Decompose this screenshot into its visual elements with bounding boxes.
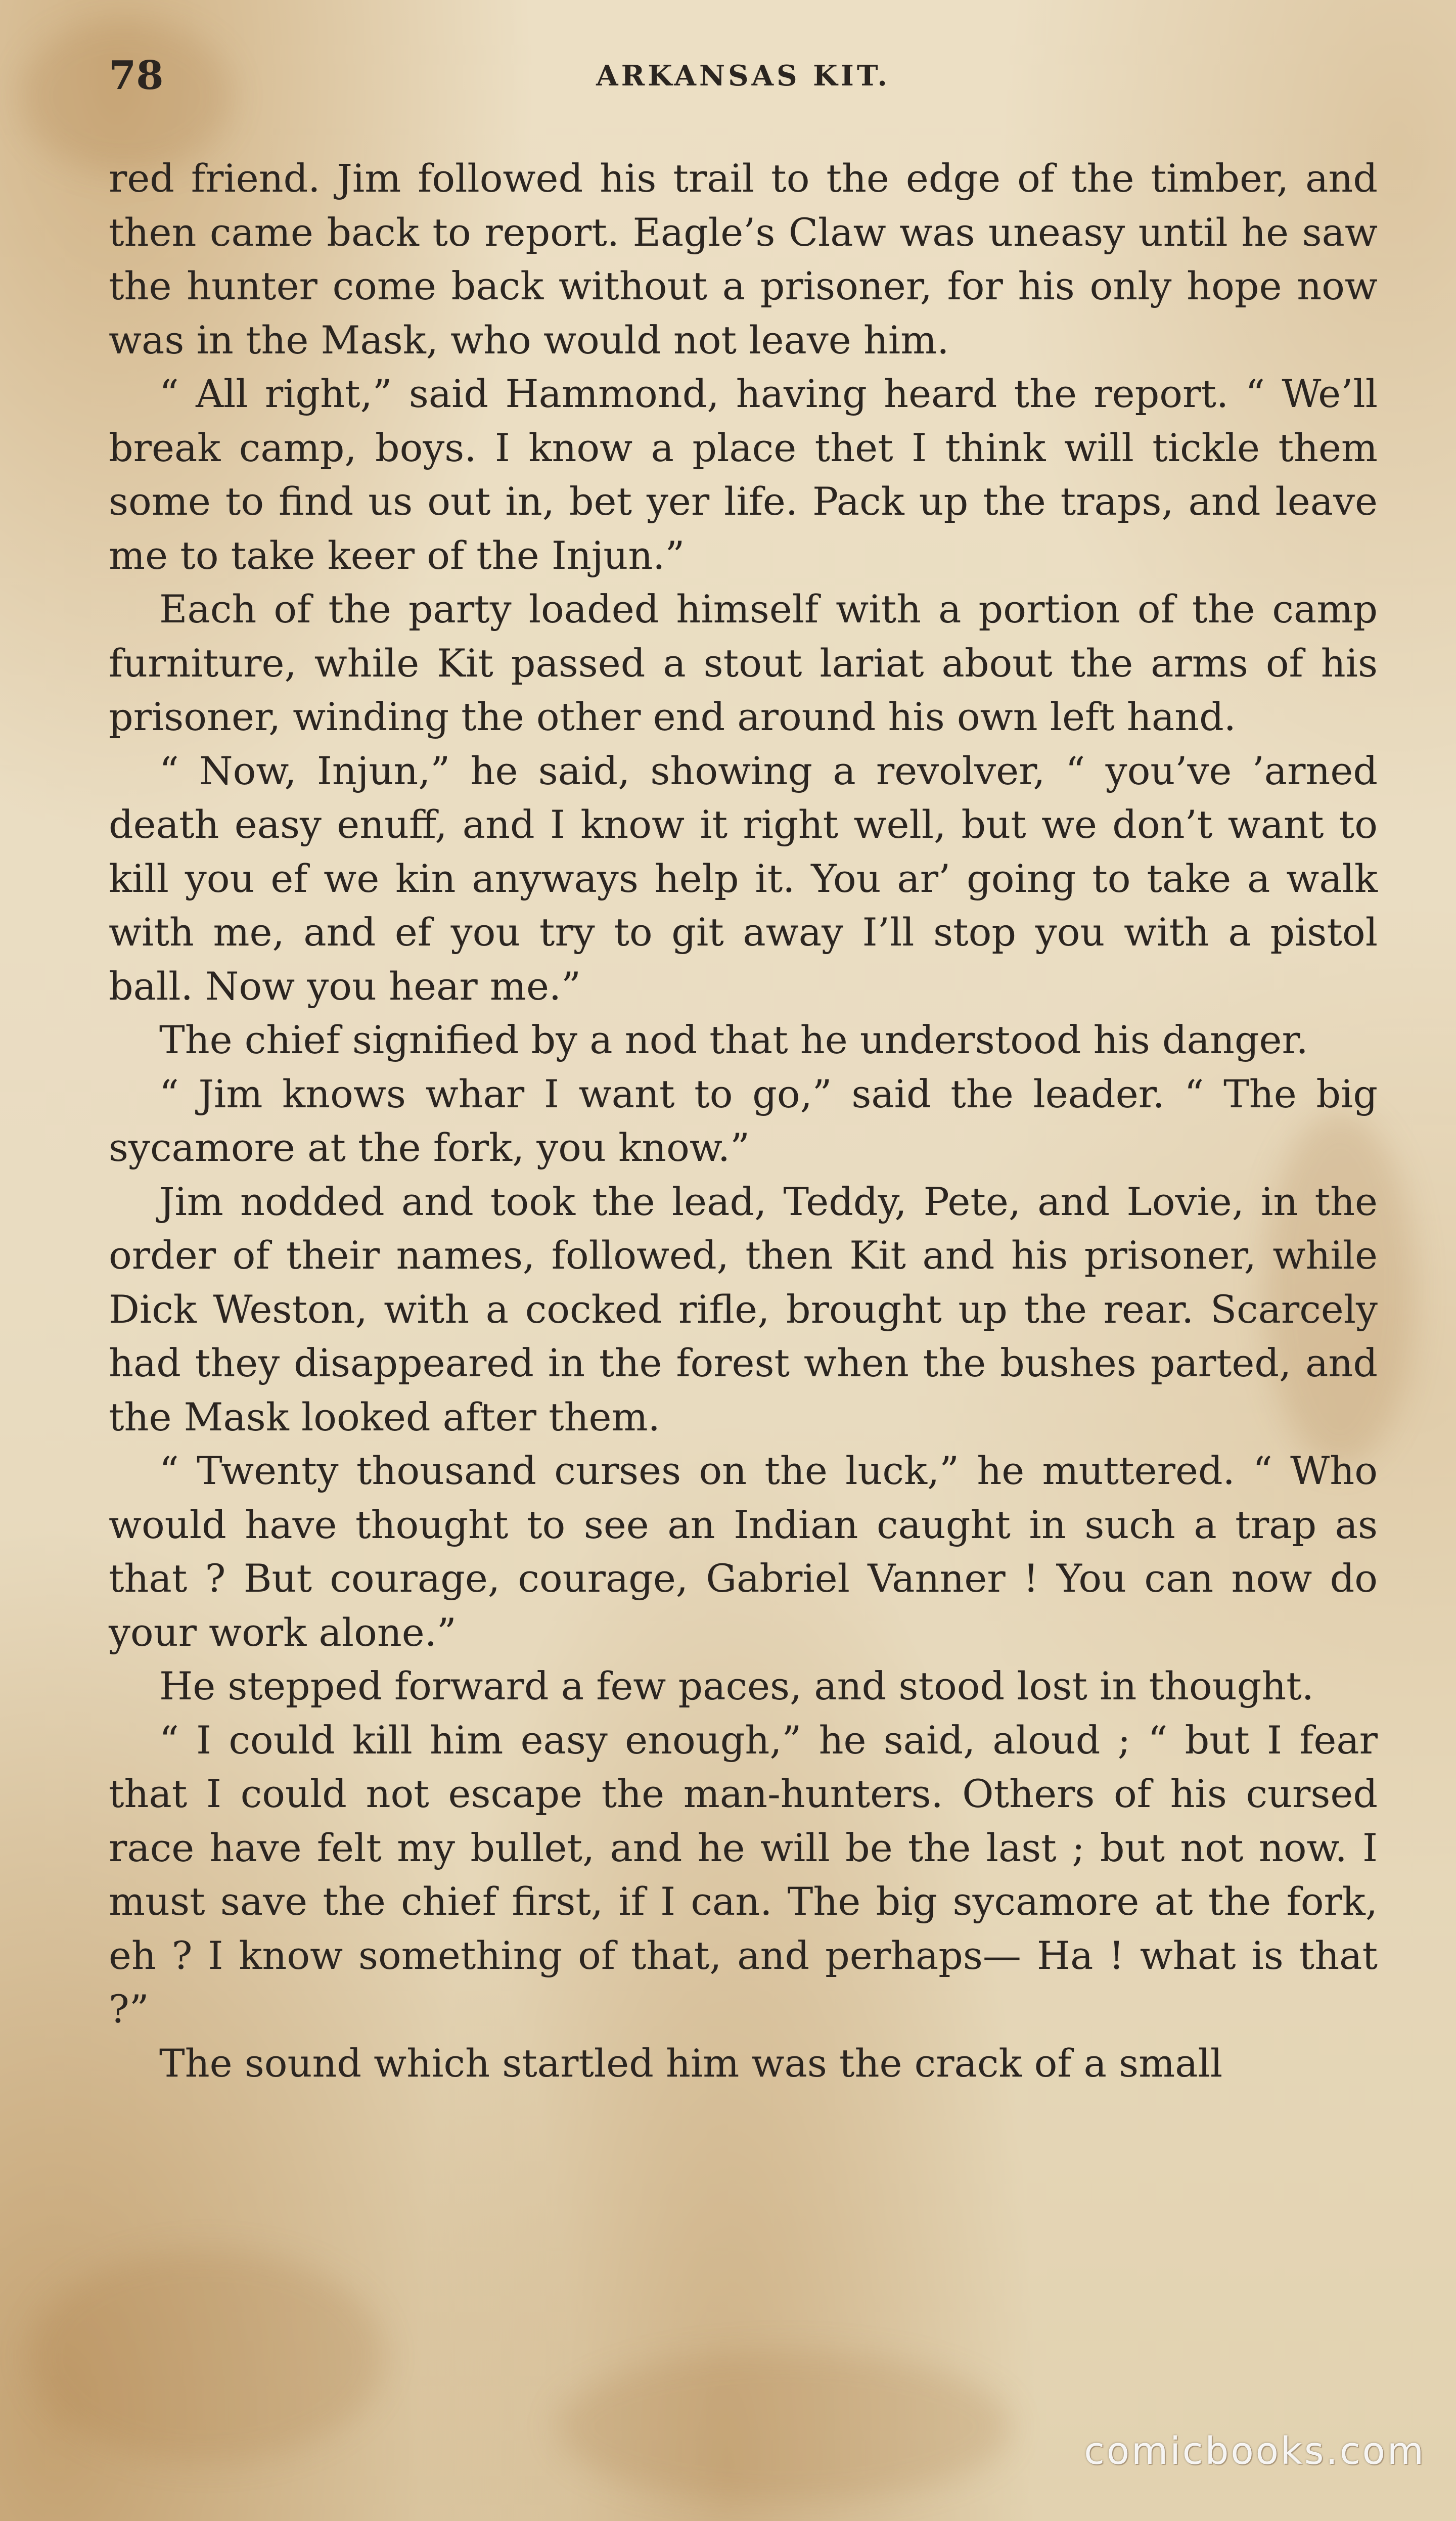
paragraph: The sound which startled him was the crack of a small: [159, 2040, 1223, 2086]
paragraph: Jim nodded and took the lead, Teddy, Pete, and Lovie, in the order of their names, followed, then Kit and his prisoner, while Dick Weston, with a cocked rifle, brought up the rear. Scarcely had they disappeared in the forest when the bushes parted, and the Mask looked after them.: [109, 1179, 1378, 1439]
page-number: 78: [109, 53, 164, 99]
paper-stain: [30, 2250, 384, 2462]
watermark: comicbooks.com: [1084, 2429, 1426, 2473]
paragraph: “ I could kill him easy enough,” he said, aloud ; “ but I fear that I could not escape the man-hunters. Others of his cursed race have felt my bullet, and he will be the last ; but not now. I must save the chief first, if I can. The big sycamore at the fork, eh ? I know something of that, and perhaps— Ha ! what is that ?”: [109, 1717, 1378, 2032]
paper-stain: [556, 2351, 1011, 2503]
paragraph: He stepped forward a few paces, and stood lost in thought.: [159, 1663, 1314, 1708]
paragraph: Each of the party loaded himself with a portion of the camp furniture, while Kit passed a stout lariat about the arms of his prisoner, winding the other end around his own left hand.: [109, 587, 1378, 739]
paragraph: “ Now, Injun,” he said, showing a revolver, “ you’ve ’arned death easy enuff, and I know it right well, but we don’t want to kill you ef we kin anyways help it. You ar’ going to take a walk with me, and ef you try to git away I’ll stop you with a pistol ball. Now you hear me.”: [109, 748, 1378, 1009]
paragraph: “ Twenty thousand curses on the luck,” he muttered. “ Who would have thought to see an Indian caught in such a trap as that ? But courage, courage, Gabriel Vanner ! You can now do your work alone.”: [109, 1448, 1378, 1655]
body-text: [109, 152, 1378, 2090]
paragraph: red friend. Jim followed his trail to the edge of the timber, and then came back to report. Eagle’s Claw was uneasy until he saw the hunter come back without a prisoner, for his only hope now was in the Mask, who would not leave him.: [109, 156, 1378, 363]
paragraph: The chief signified by a nod that he understood his danger.: [159, 1017, 1308, 1062]
paragraph: “ All right,” said Hammond, having heard the report. “ We’ll break camp, boys. I know a place thet I think will tickle them some to find us out in, bet yer life. Pack up the traps, and leave me to take keer of the Injun.”: [109, 371, 1378, 578]
running-title: ARKANSAS KIT.: [596, 59, 890, 93]
paragraph: “ Jim knows whar I want to go,” said the leader. “ The big sycamore at the fork, you know.”: [109, 1071, 1378, 1170]
page-header: [109, 48, 1378, 104]
